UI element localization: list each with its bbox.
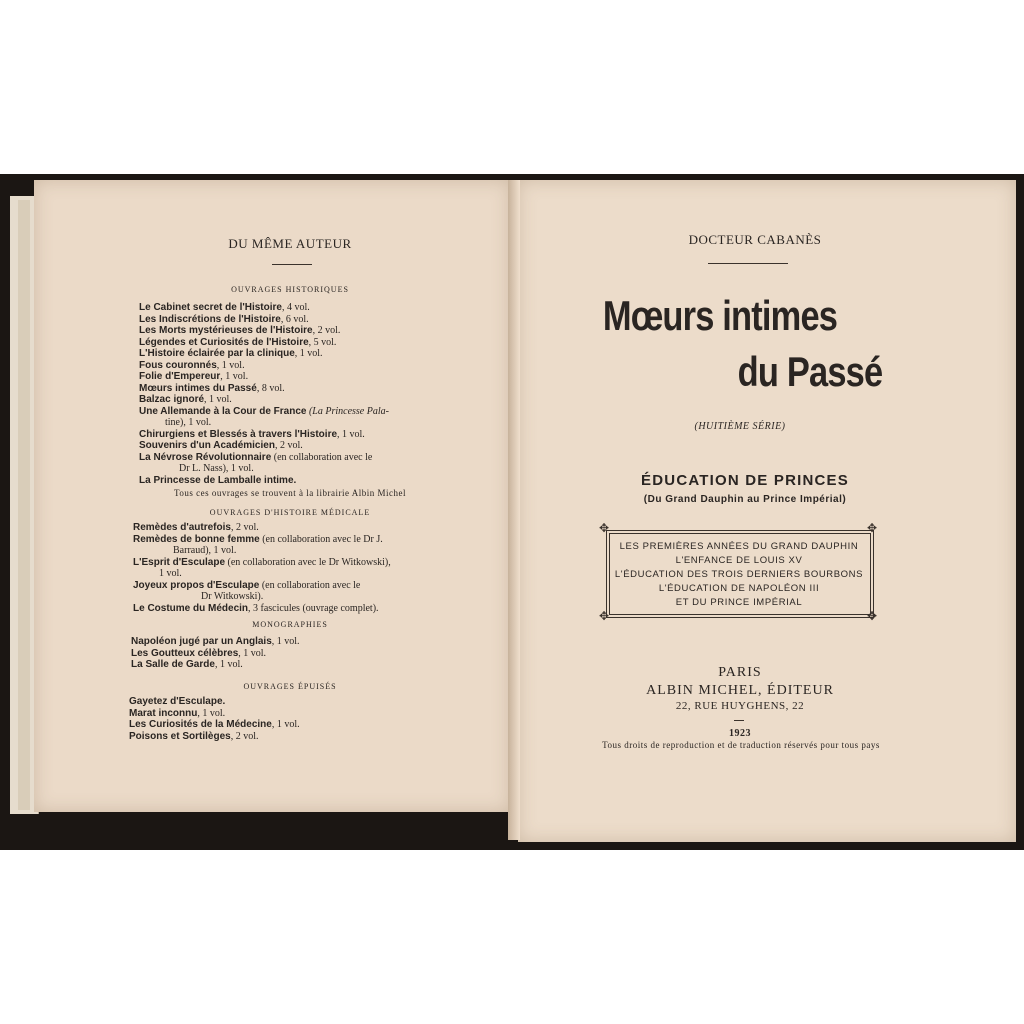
- series-label: (HUITIÈME SÉRIE): [694, 421, 786, 432]
- list-item: Souvenirs d'un Académicien, 2 vol.: [139, 440, 303, 451]
- ornament-corner: ✥: [867, 521, 878, 535]
- list-item: Joyeux propos d'Esculape (en collaboration avec le: [133, 579, 361, 591]
- list-item: Fous couronnés, 1 vol.: [139, 359, 245, 371]
- list-item: La Princesse de Lamballe intime.: [139, 474, 297, 486]
- list-item: Légendes et Curiosités de l'Histoire, 5 vol.: [139, 336, 337, 348]
- imprint-city: PARIS: [718, 665, 762, 680]
- section-title: MONOGRAPHIES: [252, 620, 328, 629]
- author-name: DOCTEUR CABANÈS: [688, 232, 822, 247]
- book-gutter: [508, 180, 520, 840]
- list-item: L'Esprit d'Esculape (en collaboration avec le Dr Witkowski),: [133, 556, 391, 568]
- list-item-continued: tine), 1 vol.: [165, 417, 212, 428]
- list-item: Chirurgiens et Blessés à travers l'Histoire, 1 vol.: [139, 428, 365, 440]
- list-item-continued: Dr Witkowski).: [201, 591, 264, 602]
- list-item: Marat inconnu, 1 vol.: [129, 707, 226, 719]
- section-title: OUVRAGES D'HISTOIRE MÉDICALE: [209, 508, 371, 517]
- list-item: Les Goutteux célèbres, 1 vol.: [131, 647, 267, 659]
- list-item-continued: Dr L. Nass), 1 vol.: [179, 463, 254, 474]
- list-item: Les Curiosités de la Médecine, 1 vol.: [129, 719, 300, 730]
- list-item: Les Indiscrétions de l'Histoire, 6 vol.: [139, 313, 309, 325]
- rights-notice: Tous droits de reproduction et de traduction réservés pour tous pays: [602, 740, 880, 750]
- section-list-medical: [133, 522, 391, 614]
- contents-item: L'ENFANCE DE LOUIS XV: [675, 555, 803, 566]
- section-list-out-of-print: [129, 696, 300, 742]
- section-list-monographs: [131, 636, 300, 671]
- list-item-continued: 1 vol.: [159, 568, 182, 579]
- contents-item: ET DU PRINCE IMPÉRIAL: [675, 597, 803, 608]
- list-item: Mœurs intimes du Passé, 8 vol.: [139, 382, 285, 394]
- imprint-rule: [734, 720, 744, 721]
- list-item: La Salle de Garde, 1 vol.: [131, 659, 243, 670]
- contents-item: L'ÉDUCATION DES TROIS DERNIERS BOURBONS: [614, 569, 864, 580]
- left-heading-rule: [272, 264, 312, 265]
- list-item: Une Allemande à la Cour de France (La Princesse Pala-: [139, 405, 389, 417]
- book-title-line1: Mœurs intimes: [602, 292, 838, 339]
- list-item: Napoléon jugé par un Anglais, 1 vol.: [131, 636, 300, 647]
- subtitle: ÉDUCATION DE PRINCES: [641, 472, 849, 489]
- list-item: La Névrose Révolutionnaire (en collaboration avec le: [139, 451, 373, 463]
- cover-edge-inner: [18, 200, 30, 810]
- list-item: Remèdes de bonne femme (en collaboration avec le Dr J.: [133, 533, 383, 545]
- contents-list: [606, 540, 872, 610]
- list-item: Le Cabinet secret de l'Histoire, 4 vol.: [139, 302, 310, 313]
- ornament-corner: ✥: [867, 609, 878, 623]
- imprint-publisher: ALBIN MICHEL, ÉDITEUR: [646, 683, 834, 698]
- section-note: Tous ces ouvrages se trouvent à la librairie Albin Michel: [173, 488, 407, 498]
- list-item: Gayetez d'Esculape.: [129, 696, 226, 707]
- author-rule: [708, 263, 788, 264]
- list-item: Les Morts mystérieuses de l'Histoire, 2 vol.: [139, 325, 341, 336]
- list-item: Remèdes d'autrefois, 2 vol.: [133, 522, 259, 533]
- ornament-corner: ✥: [599, 609, 610, 623]
- imprint-address: 22, RUE HUYGHENS, 22: [675, 700, 805, 712]
- imprint-year: 1923: [729, 728, 751, 739]
- section-list-historical: [139, 302, 389, 486]
- section-title: OUVRAGES HISTORIQUES: [231, 285, 349, 294]
- book-title-line2: du Passé: [737, 348, 883, 395]
- list-item: Poisons et Sortilèges, 2 vol.: [129, 730, 259, 742]
- list-item: Balzac ignoré, 1 vol.: [139, 394, 232, 405]
- ornament-corner: ✥: [599, 521, 610, 535]
- subtitle-range: (Du Grand Dauphin au Prince Impérial): [643, 494, 847, 505]
- list-item: Le Costume du Médecin, 3 fascicules (ouvrage complet).: [133, 602, 379, 614]
- left-heading: DU MÊME AUTEUR: [228, 236, 352, 251]
- list-item: Folie d'Empereur, 1 vol.: [139, 371, 249, 382]
- list-item-continued: Barraud), 1 vol.: [173, 545, 237, 556]
- section-title: OUVRAGES ÉPUISÉS: [243, 682, 337, 691]
- list-item: L'Histoire éclairée par la clinique, 1 vol.: [139, 348, 323, 359]
- contents-item: LES PREMIÈRES ANNÉES DU GRAND DAUPHIN: [619, 541, 859, 552]
- contents-item: L'ÉDUCATION DE NAPOLÉON III: [658, 583, 820, 594]
